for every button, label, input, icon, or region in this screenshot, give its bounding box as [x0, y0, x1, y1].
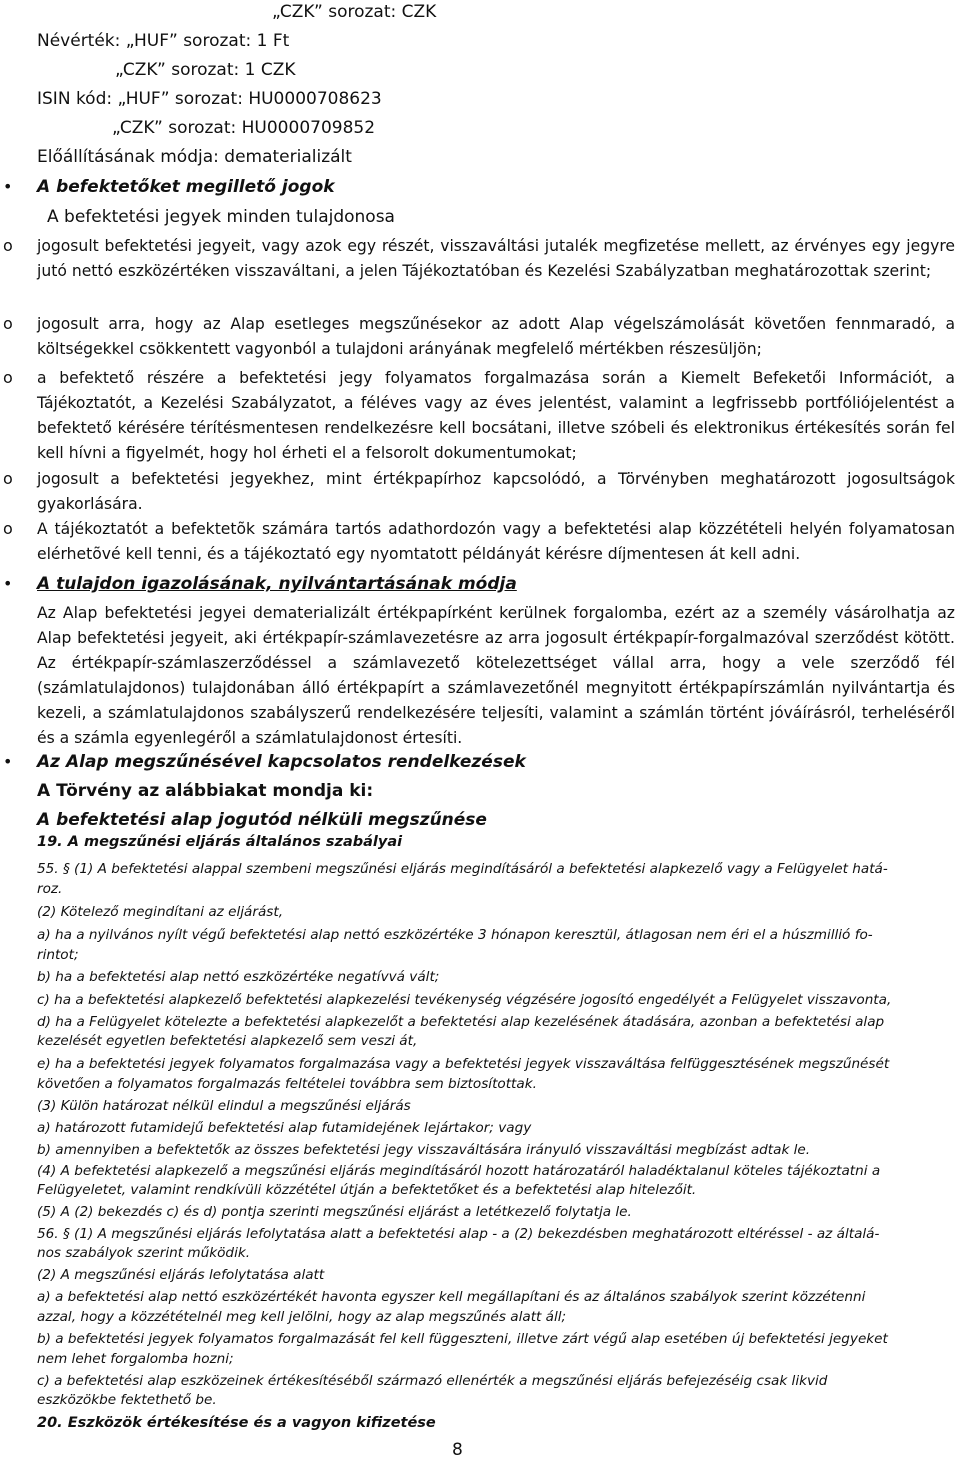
rights-item-4: jogosult a befektetési jegyekhez, mint értékpapírhoz kapcsolódó, a Törvényben meghatározott jogosultságok gyakorlására. [37, 470, 955, 513]
law-line: nem lehet forgalomba hozni; [37, 1351, 234, 1367]
law-line: (2) Kötelező megindítani az eljárást, [37, 904, 284, 920]
law-line: c) a befektetési alap eszközeinek értékesítéséből származó ellenérték a megszűnési eljárás befejezéséig csak likvid [37, 1373, 828, 1389]
rights-intro: A befektetési jegyek minden tulajdonosa [47, 207, 395, 227]
page-number: 8 [452, 1440, 463, 1460]
production-mode: Előállításának módja: dematerializált [37, 147, 352, 167]
law-line: 55. § (1) A befektetési alappal szembeni megszűnési eljárás megindításáról a befektetési alapkezelő vagy a Felügyelet hatá- [37, 861, 888, 877]
law-intro: A Törvény az alábbiakat mondja ki: [37, 781, 374, 801]
law-line: (5) A (2) bekezdés c) és d) pontja szerinti megszűnési eljárást a letétkezelő folytatja le. [37, 1204, 632, 1220]
termination-subheading: A befektetési alap jogutód nélküli megszűnése [37, 810, 487, 830]
law-line: eszközökbe fektethető be. [37, 1392, 217, 1408]
law-line: nos szabályok szerint működik. [37, 1245, 251, 1261]
law-line: 56. § (1) A megszűnési eljárás lefolytatása alatt a befektetési alap - a (2) bekezdésben meghatározott eltéréssel - az általá- [37, 1226, 880, 1242]
law-line: roz. [37, 881, 63, 897]
rights-item-2: jogosult arra, hogy az Alap esetleges megszűnésekor az adott Alap végelszámolását követően fennmaradó, a költségekkel csökkentett vagyonból a tulajdoni arányának megfelelő mértékben részesüljön; [37, 315, 955, 358]
law-line: (4) A befektetési alapkezelő a megszűnési eljárás megindításáról hozott határozatáról haladéktalanul köteles tájékoztatni a [37, 1163, 881, 1179]
rights-item-5: A tájékoztatót a befektetõk számára tartós adathordozón vagy a befektetési alap közzétételi helyén folyamatosan elérhetõvé kell tenni, és a tájékoztató egy nyomtatott példányát kérésre díjmentesen át kell adni. [37, 520, 955, 563]
law-line: d) ha a Felügyelet kötelezte a befektetési alapkezelőt a befektetési alap kezelésének átadására, azonban a befektetési alap [37, 1014, 885, 1030]
section-19: 19. A megszűnési eljárás általános szabályai [37, 834, 403, 850]
law-line: a) határozott futamidejű befektetési alap futamidejének lejártakor; vagy [37, 1120, 532, 1136]
law-line: azzal, hogy a közzétételnél meg kell jelölni, hogy az alap megszűnés alatt áll; [37, 1309, 567, 1325]
law-line: a) ha a nyilvános nyílt végű befektetési alap nettó eszközértéke 3 hónapon keresztül, átlagosan nem éri el a húszmillió fo- [37, 927, 873, 943]
law-line: kezelését egyetlen befektetési alapkezelő sem veszi át, [37, 1033, 418, 1049]
law-line: b) a befektetési jegyek folyamatos forgalmazását fel kell függeszteni, illetve zárt végű alap esetében új befektetési jegyeket [37, 1331, 888, 1347]
law-line: e) ha a befektetési jegyek folyamatos forgalmazása vagy a befektetési jegyek visszaváltása felfüggesztésének megszűnését [37, 1056, 890, 1072]
rights-item-3: a befektető részére a befektetési jegy folyamatos forgalmazása során a Kiemelt Befeketői Információt, a Tájékoztatót, a Kezelési Szabályzatot, a féléves vagy az éves jelentést, valamint a legfrissebb portfóliójelentést a befektető kérésére térítésmentesen rendelkezésre kell bocsátani, illetve szóbeli és elektronikus értékesítés során fel kell hívni a figyelmét, hogy hol érheti el a felsorolt dokumentumokat; [37, 369, 955, 462]
isin-czk: „CZK” sorozat: HU0000709852 [112, 118, 376, 138]
isin-code: ISIN kód: „HUF” sorozat: HU0000708623 [37, 89, 382, 109]
nominal-value: Névérték: „HUF” sorozat: 1 Ft [37, 31, 290, 51]
law-line: b) amennyiben a befektetők az összes befektetési jegy visszaváltására irányuló visszaváltási megbízást adtak le. [37, 1142, 811, 1158]
nominal-czk: „CZK” sorozat: 1 CZK [115, 60, 296, 80]
rights-item-1: jogosult befektetési jegyeit, vagy azok egy részét, visszaváltási jutalék megfizetése mellett, az érvényes egy jegyre jutó nettó eszközértéken visszaváltani, a jelen Tájékoztatóban és Kezelési Szabályzatban meghatározottak szerint; [37, 237, 955, 280]
ownership-body: Az Alap befektetési jegyei dematerializált értékpapírként kerülnek forgalomba, ezért az a személy vásárolhatja az Alap befektetési jegyeit, aki értékpapír-számlavezetésre az arra jogosult értékpapír-forgalmazóval szerződést kötött. Az értékpapír-számlaszerződéssel a számlavezető kötelezettséget vállal arra, hogy a vele szerződő fél (számlatulajdonos) tulajdonában álló értékpapírt a számlavezetőnél megnyitott értékpapírszámlán nyilvántartja és kezeli, a számlatulajdonos szabályszerű rendelkezésére teljesíti, valamint a számlán történt jóváírásról, terheléséről és a számla egyenlegéről a számlatulajdonost értesíti. [37, 604, 955, 747]
bullet-filled-icon: • [3, 752, 13, 771]
law-line: a) a befektetési alap nettó eszközértékét havonta egyszer kell megállapítani és az általános szabályok szerint közzétenni [37, 1289, 866, 1305]
law-line: b) ha a befektetési alap nettó eszközértéke negatívvá vált; [37, 969, 440, 985]
law-line: (3) Külön határozat nélkül elindul a megszűnési eljárás [37, 1098, 411, 1114]
bullet-circle-icon: o [3, 236, 13, 255]
bullet-filled-icon: • [3, 574, 13, 593]
bullet-circle-icon: o [3, 469, 13, 488]
law-line: c) ha a befektetési alapkezelő befektetési alapkezelési tevékenység végzésére jogosító engedélyét a Felügyelet visszavonta, [37, 992, 892, 1008]
bullet-filled-icon: • [3, 177, 13, 196]
law-line: Felügyeletet, valamint rendkívüli közzététel útján a befektetőket és a befektetési alap hitelezőit. [37, 1182, 697, 1198]
law-line: (2) A megszűnési eljárás lefolytatása alatt [37, 1267, 325, 1283]
law-line: követően a folyamatos forgalmazás feltételei továbbra sem biztosítottak. [37, 1076, 537, 1092]
termination-heading: Az Alap megszűnésével kapcsolatos rendelkezések [37, 752, 526, 772]
czk-series-top: „CZK” sorozat: CZK [272, 2, 437, 22]
rights-heading: A befektetőket megillető jogok [37, 177, 335, 197]
section-20: 20. Eszközök értékesítése és a vagyon kifizetése [37, 1415, 436, 1431]
bullet-circle-icon: o [3, 519, 13, 538]
bullet-circle-icon: o [3, 368, 13, 387]
law-line: rintot; [37, 947, 79, 963]
ownership-heading: A tulajdon igazolásának, nyilvántartásának módja [37, 574, 517, 594]
bullet-circle-icon: o [3, 314, 13, 333]
